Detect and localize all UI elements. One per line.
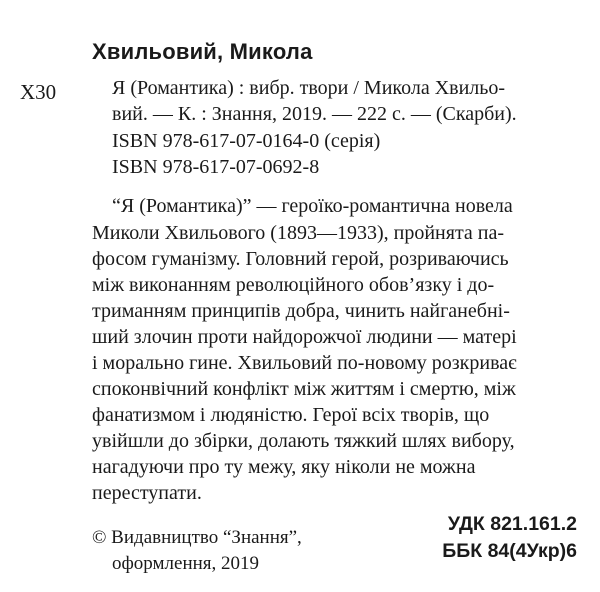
annotation-line: фанатизмом і людяністю. Герої всіх творів, що	[92, 404, 490, 426]
annotation-line: “Я (Романтика)” — героїко-романтична новела	[112, 195, 513, 217]
isbn-series: ISBN 978-617-07-0164-0 (серія)	[112, 130, 381, 152]
copyright-line-design: оформлення, 2019	[112, 553, 260, 574]
annotation-line: Миколи Хвильового (1893—1933), пройнята па-	[92, 222, 505, 244]
isbn-book: ISBN 978-617-07-0692-8	[112, 156, 320, 178]
annotation-line: триманням принципів добра, чинить найганебні-	[92, 300, 510, 322]
bbk-code: ББК 84(4Укр)6	[442, 540, 577, 562]
annotation-line: нагадуючи про ту межу, яку ніколи не можна	[92, 456, 476, 478]
annotation-line: і морально гине. Хвильовий по-новому розкриває	[92, 352, 517, 374]
library-code: Х30	[20, 80, 57, 104]
copyright-line-publisher: © Видавництво “Знання”,	[92, 527, 302, 548]
annotation-line: споконвічний конфлікт між життям і смертю, між	[92, 378, 516, 400]
annotation-line: фосом гуманізму. Головний герой, розриваючись	[92, 248, 509, 270]
author-name: Хвильовий, Микола	[92, 39, 313, 64]
annotation-line: ший злочин проти найдорожчої людини — матері	[92, 326, 517, 348]
annotation-line: між виконанням революційного обов’язку і до-	[92, 274, 495, 296]
bibliography-line: вий. — К. : Знання, 2019. — 222 с. — (Скарби).	[112, 103, 517, 125]
udc-code: УДК 821.161.2	[447, 513, 577, 535]
annotation-line: переступати.	[92, 482, 202, 504]
bibliography-line: Я (Романтика) : вибр. твори / Микола Хвильо-	[112, 77, 506, 99]
annotation-line: увійшли до збірки, долають тяжкий шлях вибору,	[92, 430, 515, 452]
copyright-notice	[92, 525, 302, 577]
